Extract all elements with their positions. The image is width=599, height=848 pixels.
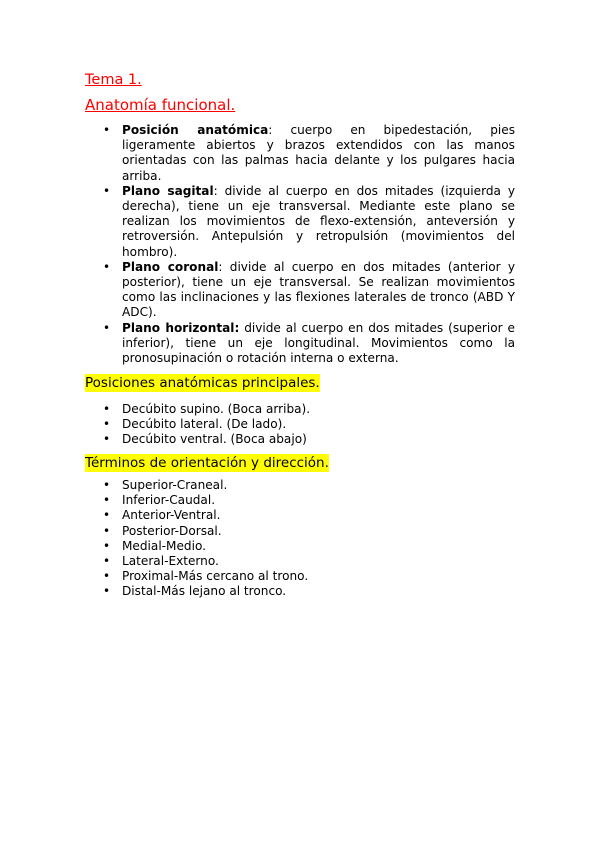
- bullet-icon: •: [103, 478, 111, 492]
- definition-text: divide al cuerpo en dos mitades (superior e inferior), tiene un eje longitudinal. Movimientos como la pronosupinación o rotación interna o externa.: [122, 320, 515, 366]
- bullet-icon: •: [103, 417, 111, 432]
- definition-term: Posición anatómica: [122, 123, 269, 137]
- positions-list: [0, 402, 310, 448]
- list-item: • Anterior-Ventral.: [103, 508, 221, 523]
- page-title: Anatomía funcional.: [85, 96, 236, 114]
- bullet-icon: •: [103, 259, 111, 274]
- bullet-icon: •: [103, 538, 111, 553]
- list-item: • Lateral-Externo.: [103, 554, 219, 569]
- definition-term: Plano coronal: [122, 259, 219, 274]
- list-item: • Superior-Craneal.: [103, 478, 228, 492]
- bullet-icon: •: [103, 584, 111, 599]
- bullet-icon: •: [103, 432, 111, 447]
- bullet-icon: •: [103, 402, 111, 416]
- list-item: • Distal-Más lejano al tronco.: [103, 584, 287, 599]
- bullet-icon: •: [103, 183, 111, 198]
- bullet-icon: •: [103, 508, 111, 523]
- definitions-list: [0, 123, 515, 366]
- list-item: • Posterior-Dorsal.: [103, 523, 222, 538]
- bullet-icon: •: [103, 569, 111, 584]
- list-item: • Inferior-Caudal.: [103, 493, 216, 508]
- terms-heading: Términos de orientación y dirección.: [85, 455, 329, 471]
- definition-text: : cuerpo en bipedestación, pies ligeramente abiertos y brazos extendidos con las manos orientadas con las palmas hacia delante y los pulgares hacia arriba.: [122, 123, 516, 183]
- definition-text: : divide al cuerpo en dos mitades (izquierda y derecha), tiene un eje transversal. Mediante este plano se realizan los movimientos de flexo-extensión, anteversión y retroversión. Antepulsión y retropulsión (movimientos del hombro).: [122, 183, 515, 259]
- terms-list: [0, 478, 308, 600]
- bullet-icon: •: [103, 493, 111, 508]
- list-item: • Decúbito ventral. (Boca abajo): [103, 432, 307, 447]
- bullet-icon: •: [103, 320, 111, 335]
- definition-text: : divide al cuerpo en dos mitades (anterior y posterior), tiene un eje transversal. Se realizan movimientos como las inclinaciones y las flexiones laterales de tronco (ABD Y ADC).: [122, 259, 515, 320]
- list-item: [0, 184, 515, 260]
- list-item: • Decúbito lateral. (De lado).: [103, 417, 287, 432]
- list-item: [0, 321, 515, 367]
- tema-heading: Tema 1.: [85, 72, 142, 88]
- bullet-icon: •: [103, 554, 111, 569]
- list-item: • Proximal-Más cercano al trono.: [103, 569, 309, 584]
- definition-term: Plano sagital: [122, 183, 214, 198]
- positions-heading: Posiciones anatómicas principales.: [85, 375, 320, 391]
- definition-term: Plano horizontal:: [122, 320, 240, 335]
- list-item: [0, 123, 515, 184]
- list-item: • Decúbito supino. (Boca arriba).: [103, 402, 311, 416]
- bullet-icon: •: [103, 523, 111, 538]
- bullet-icon: •: [103, 123, 111, 137]
- list-item: [0, 260, 515, 321]
- list-item: • Medial-Medio.: [103, 538, 206, 553]
